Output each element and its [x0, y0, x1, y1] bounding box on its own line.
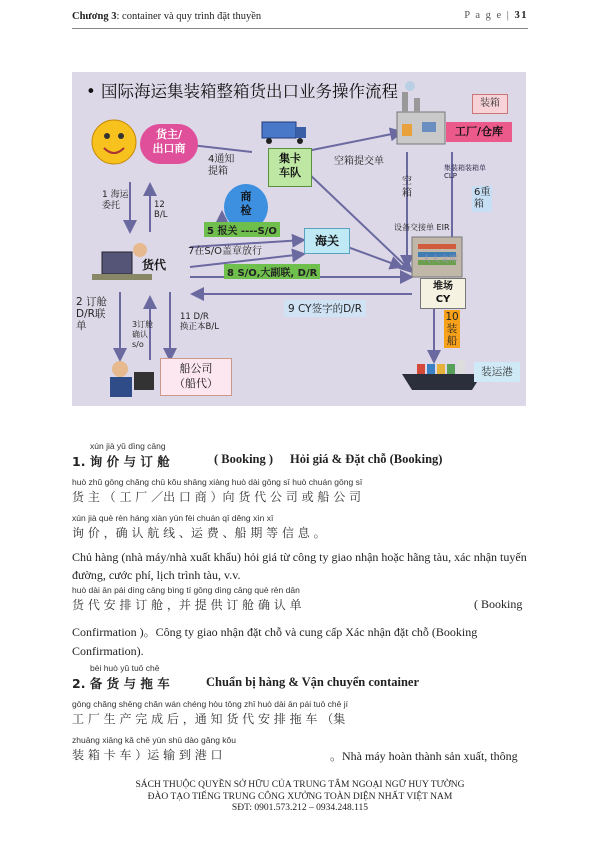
page-footer: [72, 780, 528, 815]
label-step-8: 8 S/O,大副联, D/R: [224, 264, 320, 279]
page-header: [72, 8, 528, 29]
footer-line-3: SĐT: 0901.573.212 – 0934.248.115: [231, 803, 369, 813]
s2-p1-han: 工 厂 生 产 完 成 后 ，通 知 货 代 安 排 拖 车 （集: [72, 712, 346, 726]
node-yard: 堆场 CY: [420, 278, 466, 309]
label-step-3: 3订舱 确认 s/o: [132, 320, 154, 349]
section1-heading-vi: Hỏi giá & Đặt chỗ (Booking): [290, 452, 443, 466]
s2-p1-pinyin: gōng chǎng shēng chǎn wán chéng hòu tōng zhī huò dài ān pái tuō chē jí: [72, 699, 348, 709]
label-step-7: 7在S/O盖章放行: [188, 246, 262, 257]
export-process-diagram: [72, 72, 526, 406]
s1-p2-han: 询 价 ，确 认 航 线 、运 费 、船 期 等 信 息 。: [72, 526, 326, 540]
diagram-title: • 国际海运集装箱整箱货出口业务操作流程: [86, 82, 398, 101]
section2-heading-vi: Chuẩn bị hàng & Vận chuyển container: [206, 675, 420, 689]
s1-p3-han: 货 代 安 排 订 舱 ，并 提 供 订 舱 确 认 单: [72, 598, 302, 612]
node-forwarder: 货代: [141, 258, 166, 272]
label-step-4: 4通知 提箱: [208, 154, 235, 177]
s1-p1-pinyin: huò zhǔ gōng chǎng chū kǒu shāng xiàng huò dài gōng sī huò chuán gōng sī: [72, 477, 363, 487]
label-step-6: 6重 箱: [474, 187, 491, 210]
chapter-label: Chương 3: container và quy trình đặt thuyền: [72, 11, 262, 22]
smiley-icon: [92, 120, 136, 164]
s1-p2-pinyin: xún jià què rèn háng xiàn yùn fèi chuán qī děng xìn xī: [72, 513, 274, 523]
watermark-text: 人人文库: [422, 255, 459, 265]
node-customs: 海关: [304, 228, 350, 254]
truck-icon: [262, 122, 306, 144]
label-step-2: 2 订舱 D/R联 单: [76, 296, 108, 332]
label-empty-box: 空 箱: [402, 176, 412, 199]
label-clp: 集装箱装箱单 CLP: [444, 164, 486, 180]
section1-heading-cn: 1. 询 价 与 订 舱: [72, 454, 170, 469]
label-step-9: 9 CY签字的D/R: [284, 300, 366, 317]
s1-p3-en: ( Booking: [474, 597, 523, 611]
s1-vi-2: Confirmation )。Công ty giao nhận đặt chỗ và cung cấp Xác nhận đặt chỗ (Booking Confirmation).: [72, 625, 478, 658]
node-truck-team: 集卡 车队: [268, 148, 312, 187]
s1-p3-pinyin: huò dài ān pái dìng cāng bìng tí gōng dìng cāng què rèn dān: [72, 585, 300, 595]
label-step-1: 1 海运 委托: [102, 190, 129, 211]
s2-p2-pinyin: zhuāng xiāng kǎ chē yùn shū dào gǎng kǒu: [72, 735, 236, 745]
node-factory: 工厂/仓库: [446, 122, 512, 142]
node-shipping-company: 船公司 （船代）: [160, 358, 232, 396]
ship-icon: [402, 360, 482, 390]
operator-icon: [110, 361, 154, 397]
factory-icon: [397, 81, 445, 144]
section2-heading-cn: 2. 备 货 与 拖 车: [72, 676, 170, 691]
node-port: 装运港: [474, 362, 520, 382]
s2-p2-vi: 。Nhà máy hoàn thành sản xuất, thông: [330, 749, 518, 763]
section1-pinyin: xún jià yǔ dìng cāng: [90, 441, 166, 451]
s2-p2-han: 装 箱 卡 车 ）运 输 到 港 口: [72, 748, 223, 762]
label-step-11: 11 D/R 换正本B/L: [180, 312, 219, 332]
label-step-5: 5 报关 ----S/O: [204, 222, 280, 237]
node-inspection: 商 检: [224, 184, 268, 230]
footer-line-1: SÁCH THUỘC QUYỀN SỞ HỮU CỦA TRUNG TÂM NGOẠI NGỮ HUY TƯỜNG: [135, 780, 465, 790]
node-packing: 装箱: [472, 94, 508, 114]
label-step-10: 10 装 船: [445, 311, 459, 347]
section1-heading-en: ( Booking ): [214, 452, 274, 466]
section2-pinyin: bèi huò yǔ tuō chē: [90, 663, 160, 673]
s1-vi-1: Chủ hàng (nhà máy/nhà xuất khẩu) hỏi giá từ công ty giao nhận hoặc hãng tàu, xác nhận tuyến đường, cước phí, lịch trình tàu, v.v.: [72, 550, 527, 582]
footer-line-2: ĐÀO TẠO TIẾNG TRUNG CÔNG XƯỞNG TOÀN DIỆN NHẤT VIỆT NAM: [147, 791, 453, 802]
label-step-12: 12 B/L: [154, 200, 168, 220]
label-empty-pickup: 空箱提交单: [334, 156, 384, 167]
label-eir: 设备交接单 EIR: [394, 223, 450, 232]
page-indicator: P a g e | 31: [464, 10, 528, 21]
s1-p1-han: 货 主 （ 工 厂 ／出 口 商 ）向 货 代 公 司 或 船 公 司: [72, 490, 362, 504]
node-shipper: 货主/ 出口商: [140, 124, 198, 164]
